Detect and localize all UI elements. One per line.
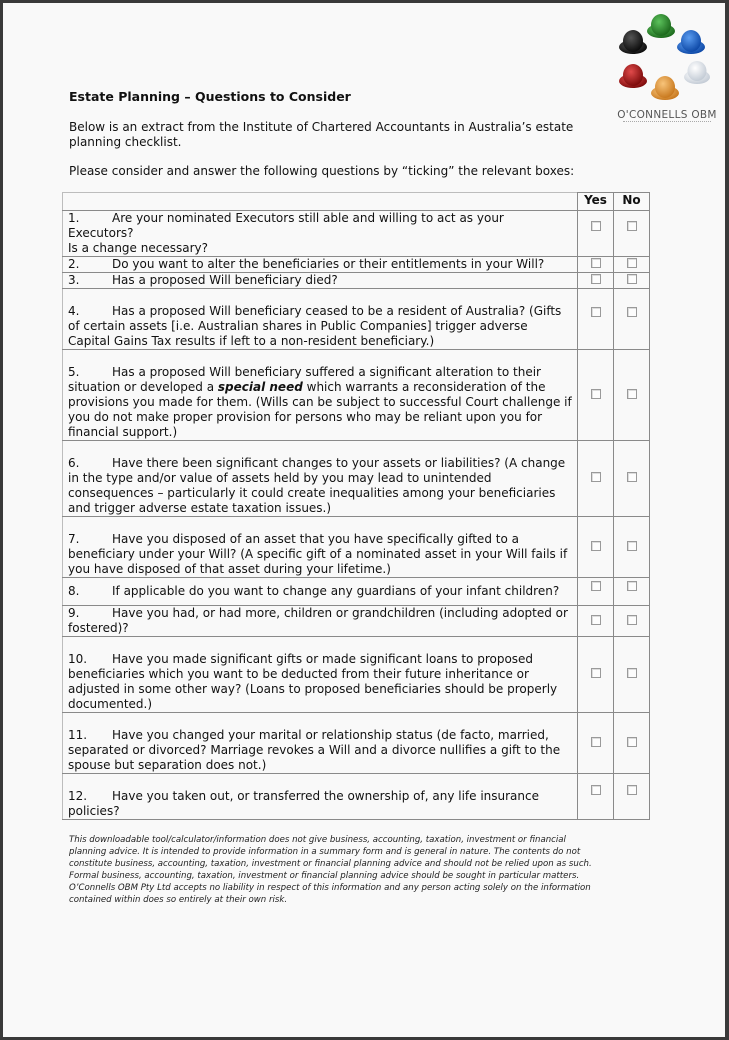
document-page (3, 3, 725, 1037)
yes-checkbox[interactable] (591, 581, 601, 591)
no-cell (614, 350, 650, 441)
header-no: No (614, 193, 650, 211)
disclaimer-text: This downloadable tool/calculator/information does not give business, accounting, taxation, investment or financial planning advice. It is intended to provide information in a summary form and is general in nature. The contents do not constitute business, accounting, taxation, investment or financial planning advice and should not be relied upon as such. Formal business, accounting, taxation, investment or financial planning advice should be sought in particular matters. O’Connells OBM Pty Ltd accepts no liability in respect of this information and any person acting solely on the information contained within does so entirely at their own risk. (69, 835, 592, 905)
question-text: Have you taken out, or transferred the ownership of, any life insurance policies? (68, 789, 539, 818)
question-text: If applicable do you want to change any guardians of your infant children? (112, 584, 560, 598)
no-cell (614, 289, 650, 350)
question-number: 2. (68, 257, 80, 271)
no-cell (614, 517, 650, 578)
no-cell (614, 774, 650, 820)
questions-table (62, 192, 650, 820)
yes-checkbox[interactable] (591, 472, 601, 482)
table-header-row (63, 193, 650, 211)
no-cell (614, 606, 650, 637)
question-number: 8. (68, 584, 80, 598)
question-text: Have you had, or had more, children or grandchildren (including adopted or fostered)? (68, 606, 568, 635)
question-number: 11. (68, 728, 88, 742)
question-text: Have there been significant changes to your assets or liabilities? (A change in the type and/or value of assets held by you may lead to unintended consequences – particularly it could create inequalities among your beneficiaries and trigger adverse estate taxation issues.) (68, 456, 566, 515)
yes-cell (578, 350, 614, 441)
no-cell (614, 211, 650, 257)
table-row (63, 713, 650, 774)
question-number: 6. (68, 456, 80, 470)
question-number: 5. (68, 365, 80, 379)
no-checkbox[interactable] (627, 541, 637, 551)
table-row (63, 211, 650, 257)
company-logo (615, 11, 719, 123)
no-cell (614, 441, 650, 517)
question-cell (63, 273, 578, 289)
logo-tagline (623, 121, 711, 123)
yes-cell (578, 606, 614, 637)
yes-checkbox[interactable] (591, 274, 601, 284)
no-checkbox[interactable] (627, 307, 637, 317)
table-row (63, 606, 650, 637)
question-cell (63, 441, 578, 517)
question-cell (63, 637, 578, 713)
question-text-cont: which warrants a reconsideration of the provisions you made for them. (Wills can be subject to successful Court challenge if you do not make proper provision for persons who may be reliant upon you for financial support.) (68, 380, 572, 439)
table-row (63, 517, 650, 578)
table-row (63, 257, 650, 273)
no-cell (614, 257, 650, 273)
question-cell (63, 289, 578, 350)
question-cell (63, 257, 578, 273)
hats-logo-icon (615, 11, 719, 109)
yes-cell (578, 257, 614, 273)
question-text: Are your nominated Executors still able and willing to act as your Executors? (68, 211, 504, 240)
question-cell (63, 517, 578, 578)
yes-cell (578, 289, 614, 350)
header-yes: Yes (578, 193, 614, 211)
yes-checkbox[interactable] (591, 221, 601, 231)
yes-cell (578, 774, 614, 820)
question-text: Has a proposed Will beneficiary suffered a significant alteration to their situation or developed a (68, 365, 541, 394)
question-number: 12. (68, 789, 88, 803)
yes-cell (578, 517, 614, 578)
no-cell (614, 713, 650, 774)
no-checkbox[interactable] (627, 274, 637, 284)
question-number: 4. (68, 304, 80, 318)
question-text: Have you changed your marital or relationship status (de facto, married, separated or divorced? Marriage revokes a Will and a divorce nullifies a gift to the spouse but separation does not.) (68, 728, 561, 772)
yes-cell (578, 578, 614, 606)
yes-cell (578, 637, 614, 713)
question-cell (63, 211, 578, 257)
question-text: Have you made significant gifts or made significant loans to proposed beneficiaries which you want to be deducted from their future inheritance or adjusted in some other way? (Loans to proposed beneficiaries should be properly documented.) (68, 652, 558, 711)
yes-cell (578, 273, 614, 289)
yes-checkbox[interactable] (591, 785, 601, 795)
yes-cell (578, 713, 614, 774)
question-cell (63, 578, 578, 606)
yes-checkbox[interactable] (591, 541, 601, 551)
page-title: Estate Planning – Questions to Consider (69, 89, 351, 104)
no-checkbox[interactable] (627, 785, 637, 795)
no-cell (614, 578, 650, 606)
question-text: Have you disposed of an asset that you have specifically gifted to a beneficiary under your Will? (A specific gift of a nominated asset in your Will fails if you have disposed of that asset during your lifetime.) (68, 532, 568, 576)
question-cell (63, 774, 578, 820)
header-question (63, 193, 578, 211)
question-text: Has a proposed Will beneficiary died? (112, 273, 338, 287)
no-checkbox[interactable] (627, 668, 637, 678)
no-checkbox[interactable] (627, 221, 637, 231)
no-cell (614, 637, 650, 713)
question-number: 7. (68, 532, 80, 546)
logo-wordmark: O'CONNELLS OBM (617, 109, 717, 121)
table-row (63, 578, 650, 606)
question-subtext: Is a change necessary? (68, 241, 208, 255)
intro-text: Below is an extract from the Institute of Chartered Accountants in Australia’s estate planning checklist. (69, 120, 574, 149)
yes-checkbox[interactable] (591, 258, 601, 268)
question-cell (63, 606, 578, 637)
question-number: 9. (68, 606, 80, 620)
yes-checkbox[interactable] (591, 668, 601, 678)
question-text: Do you want to alter the beneficiaries or their entitlements in your Will? (112, 257, 545, 271)
table-row (63, 774, 650, 820)
no-checkbox[interactable] (627, 472, 637, 482)
instruction-text: Please consider and answer the following questions by “ticking” the relevant boxes: (69, 164, 575, 178)
no-checkbox[interactable] (627, 581, 637, 591)
yes-checkbox[interactable] (591, 389, 601, 399)
question-cell (63, 713, 578, 774)
question-number: 1. (68, 211, 80, 225)
yes-checkbox[interactable] (591, 615, 601, 625)
table-row (63, 273, 650, 289)
no-checkbox[interactable] (627, 615, 637, 625)
table-row (63, 441, 650, 517)
yes-checkbox[interactable] (591, 307, 601, 317)
question-cell (63, 350, 578, 441)
yes-cell (578, 211, 614, 257)
table-row (63, 350, 650, 441)
question-number: 10. (68, 652, 88, 666)
question-number: 3. (68, 273, 80, 287)
question-text: Has a proposed Will beneficiary ceased to be a resident of Australia? (Gifts of certain assets [i.e. Australian shares in Public Companies] trigger adverse Capital Gains Tax results if left to a non-resident beneficiary.) (68, 304, 562, 348)
table-row (63, 637, 650, 713)
yes-cell (578, 441, 614, 517)
no-cell (614, 273, 650, 289)
no-checkbox[interactable] (627, 737, 637, 747)
yes-checkbox[interactable] (591, 737, 601, 747)
table-row (63, 289, 650, 350)
no-checkbox[interactable] (627, 258, 637, 268)
special-need-emphasis: special need (217, 380, 303, 394)
no-checkbox[interactable] (627, 389, 637, 399)
